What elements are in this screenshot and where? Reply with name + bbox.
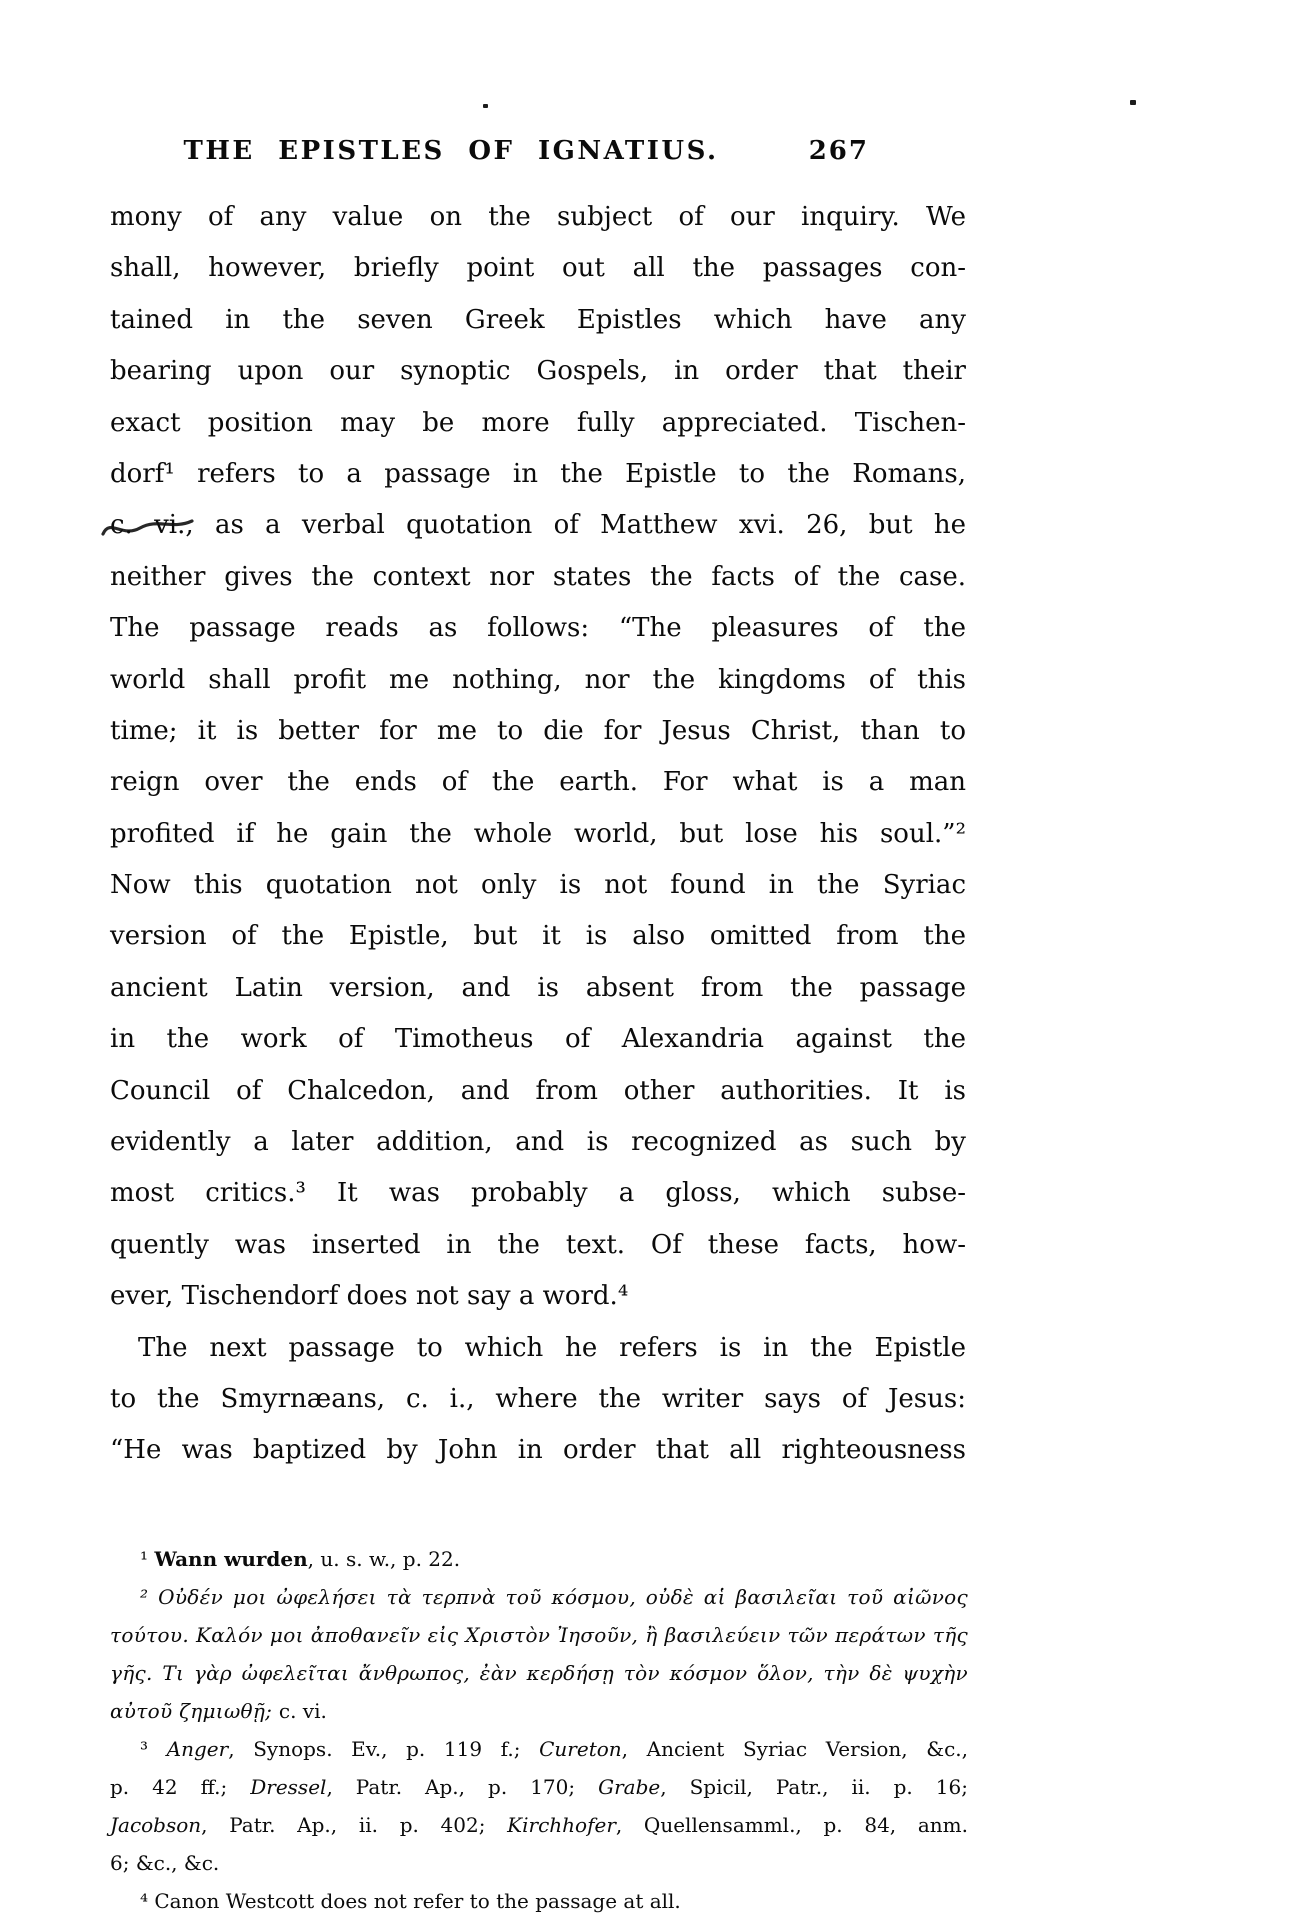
footnote-citation: c. vi.: [278, 1699, 327, 1723]
running-header: [113, 136, 869, 172]
scan-speck: [483, 104, 488, 108]
footnote-2-greek-line: τούτου. Καλόν μοι ἀποθανεῖν εἰς Χριστὸν Ἰησοῦν, ἢ βασιλεύειν τῶν περάτων τῆς: [110, 1623, 968, 1647]
footnote-1: [110, 1540, 968, 1578]
running-header-title: THE EPISTLES OF IGNATIUS.: [183, 136, 719, 166]
footnote-3-line: [110, 1730, 968, 1768]
body-line: tained in the seven Greek Epistles which have any: [110, 304, 966, 335]
footnote-author: Anger: [166, 1737, 229, 1761]
body-line: exact position may be more fully appreciated. Tischen-: [110, 407, 966, 438]
body-line: ever, Tischendorf does not say a word.⁴: [110, 1281, 629, 1312]
footnote-work-title: Wann wurden: [154, 1547, 308, 1571]
body-line: reign over the ends of the earth. For what is a man: [110, 767, 966, 798]
footnote-text: , Patr. Ap., p. 170;: [326, 1775, 599, 1799]
body-line: neither gives the context nor states the facts of the case.: [110, 561, 966, 592]
footnote-author: Jacobson: [110, 1813, 202, 1837]
footnote-author: Cureton: [539, 1737, 622, 1761]
footnote-text: , Spicil, Patr., ii. p. 16;: [660, 1775, 968, 1799]
scan-speck: [1130, 100, 1136, 105]
body-line: dorf¹ refers to a passage in the Epistle to the Romans,: [110, 458, 966, 489]
footnote-text: 6; &c., &c.: [110, 1851, 220, 1875]
page-number: 267: [808, 136, 869, 166]
footnote-text: , u. s. w., p. 22.: [307, 1547, 461, 1571]
body-line: Now this quotation not only is not found in the Syriac: [110, 870, 966, 901]
body-line: mony of any value on the subject of our inquiry. We: [110, 202, 966, 232]
footnote-text: p. 42 ff.;: [110, 1775, 251, 1799]
body-line: “He was baptized by John in order that all righteousness: [110, 1435, 966, 1466]
footnote-author: Dressel: [250, 1775, 327, 1799]
body-line: quently was inserted in the text. Of these facts, how-: [110, 1229, 966, 1260]
body-line: c. vi., as a verbal quotation of Matthew xvi. 26, but he: [110, 510, 966, 541]
page-body-text: [110, 192, 966, 1477]
body-line: The passage reads as follows: “The pleasures of the: [110, 613, 966, 644]
footnote-text: , Ancient Syriac Version, &c.,: [621, 1737, 968, 1761]
footnote-text: , Quellensamml., p. 84, anm.: [615, 1813, 968, 1837]
footnote-greek-text: αὐτοῦ ζημιωθῇ;: [110, 1699, 279, 1723]
body-line: time; it is better for me to die for Jesus Christ, than to: [110, 715, 966, 746]
footnote-3-line: [110, 1768, 968, 1806]
footnote-marker: ¹: [140, 1547, 155, 1571]
body-line: in the work of Timotheus of Alexandria against the: [110, 1024, 966, 1055]
footnote-3-line: [110, 1844, 968, 1882]
footnote-text: , Patr. Ap., ii. p. 402;: [201, 1813, 508, 1837]
body-line: to the Smyrnæans, c. i., where the writer says of Jesus:: [110, 1383, 966, 1414]
footnote-2-greek-line: ² Οὐδέν μοι ὠφελήσει τὰ τερπνὰ τοῦ κόσμου, οὐδὲ αἱ βασιλεῖαι τοῦ αἰῶνος: [140, 1585, 968, 1609]
footnote-author: Grabe: [598, 1775, 661, 1799]
footnote-author: Kirchhofer: [507, 1813, 616, 1837]
body-line paragraph-start: The next passage to which he refers is in the Epistle: [138, 1332, 966, 1363]
body-line: evidently a later addition, and is recognized as such by: [110, 1127, 966, 1158]
footnote-4: ⁴ Canon Westcott does not refer to the passage at all.: [140, 1889, 681, 1913]
body-line: bearing upon our synoptic Gospels, in order that their: [110, 356, 966, 387]
body-line: world shall profit me nothing, nor the kingdoms of this: [110, 664, 966, 695]
body-line: shall, however, briefly point out all the passages con-: [110, 253, 966, 284]
body-line: most critics.³ It was probably a gloss, which subse-: [110, 1178, 966, 1209]
body-line: Council of Chalcedon, and from other authorities. It is: [110, 1075, 966, 1106]
body-line: version of the Epistle, but it is also omitted from the: [110, 921, 966, 952]
footnote-2-greek-line: γῆς. Τι γὰρ ὠφελεῖται ἄνθρωπος, ἐὰν κερδήσῃ τὸν κόσμον ὅλον, τὴν δὲ ψυχὴν: [110, 1661, 968, 1685]
footnote-text: , Synops. Ev., p. 119 f.;: [228, 1737, 540, 1761]
footnote-2-greek-line: [110, 1692, 968, 1730]
footnote-3-line: [110, 1806, 968, 1844]
body-line: ancient Latin version, and is absent from the passage: [110, 972, 966, 1003]
footnote-marker: ³: [140, 1737, 167, 1761]
body-line: profited if he gain the whole world, but lose his soul.”²: [110, 818, 966, 849]
footnotes: [110, 1540, 968, 1920]
